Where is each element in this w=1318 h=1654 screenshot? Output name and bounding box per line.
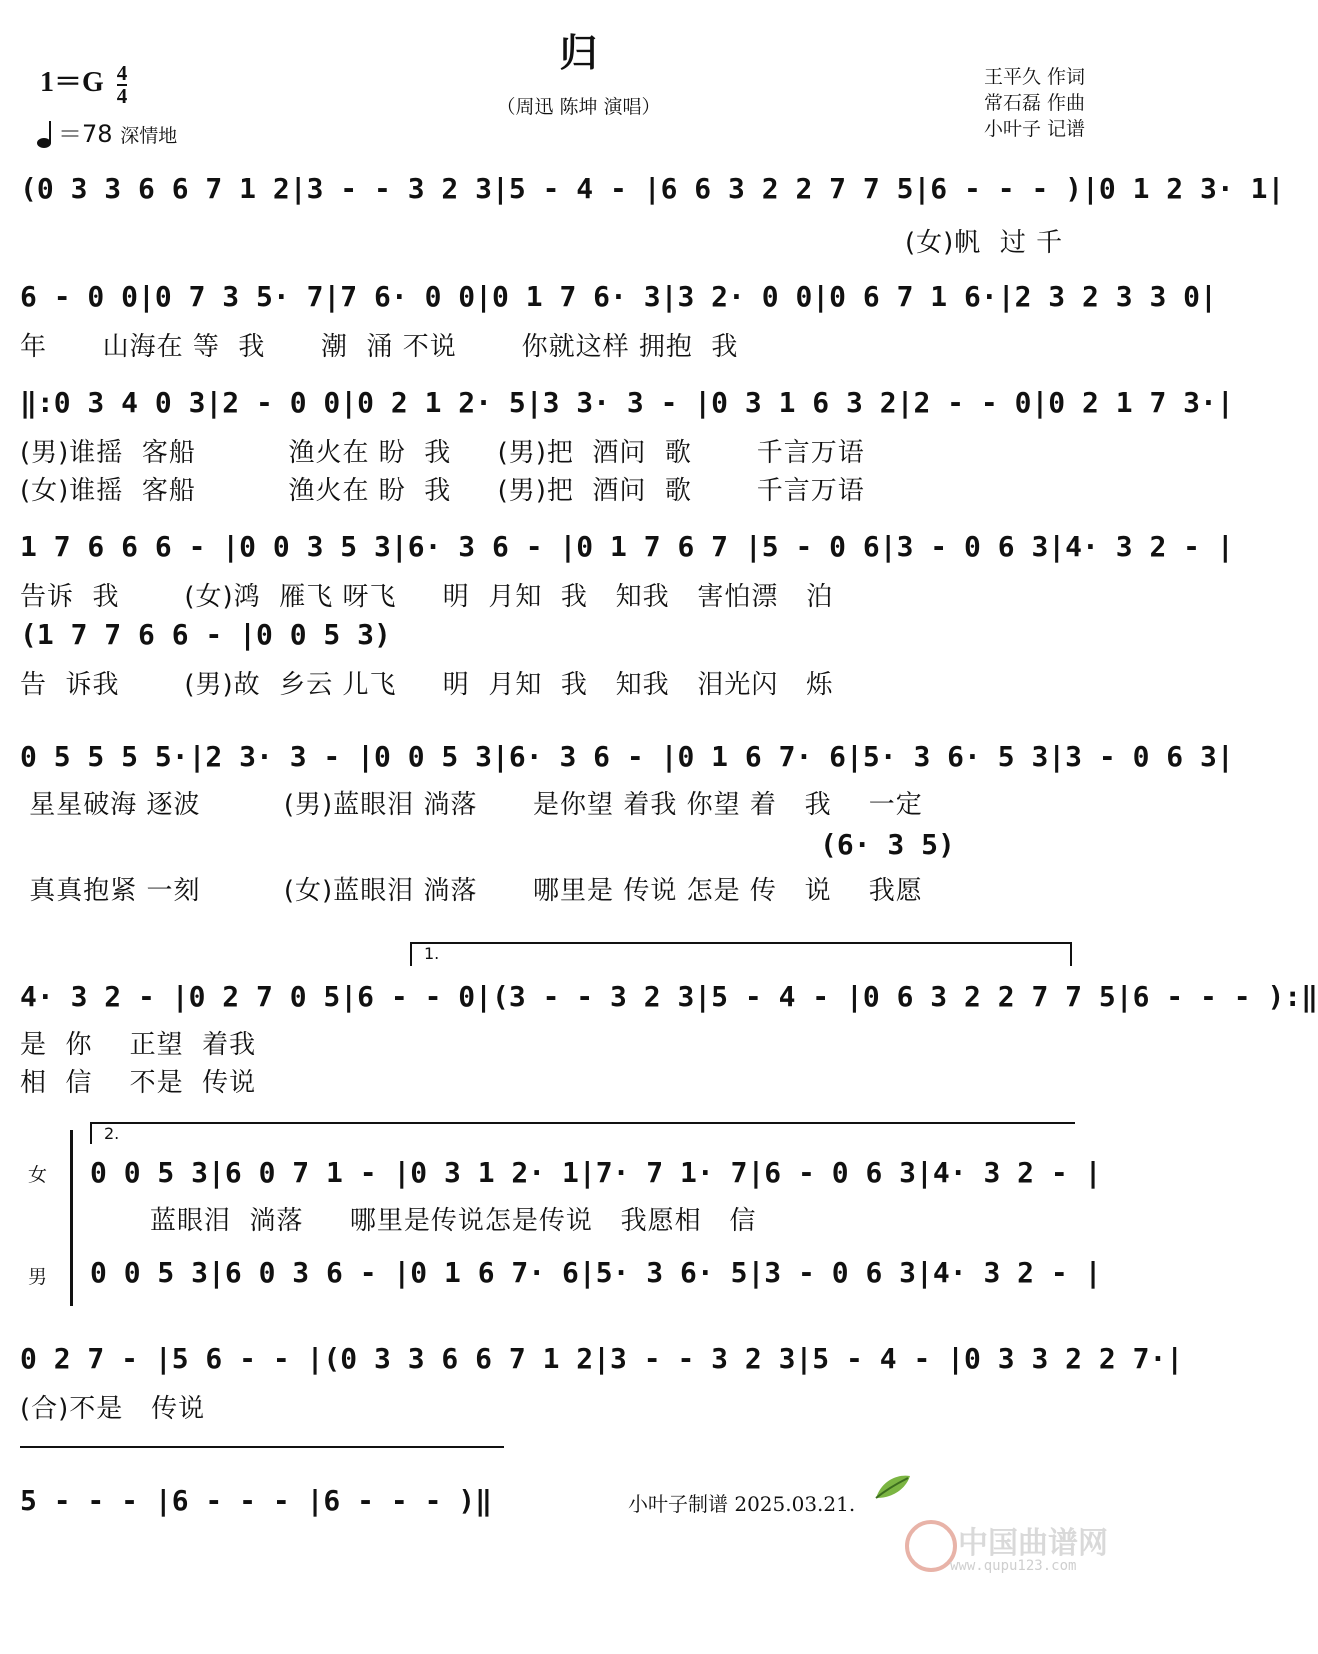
score-line-4: 1 7 6 6 6 - |0 0 3 5 3|6· 3 6 - |0 1 7 6 7 |5 - 0 6|3 - 0 6 3|4· 3 2 - | (20, 530, 1234, 563)
lyric-line-4: 告诉 我 (女)鸿 雁飞 呀飞 明 月知 我 知我 害怕漂 泊 (20, 582, 834, 612)
score-line-5: 0 5 5 5 5·|2 3· 3 - |0 0 5 3|6· 3 6 - |0 1 6 7· 6|5· 3 6· 5 3|3 - 0 6 3| (20, 740, 1234, 773)
score-line-6: 4· 3 2 - |0 2 7 0 5|6 - - 0|(3 - - 3 2 3|5 - 4 - |0 6 3 2 2 7 7 5|6 - - - ):‖ (20, 980, 1318, 1013)
tempo-marking (36, 114, 177, 149)
lyric-line-5b: 真真抱紧 一刻 (女)蓝眼泪 淌落 哪里是 传说 怎是 传 说 我愿 (20, 876, 923, 906)
time-signature (116, 60, 128, 108)
leaf-icon (872, 1472, 912, 1506)
score-line-5b: (6· 3 5) (820, 828, 955, 861)
score-line-7-female: 0 0 5 3|6 0 7 1 - |0 3 1 2· 1|7· 7 1· 7|6 - 0 6 3|4· 3 2 - | (90, 1156, 1102, 1189)
lyric-line-5: 星星破海 逐波 (男)蓝眼泪 淌落 是你望 着我 你望 着 我 一定 (20, 790, 923, 820)
time-bottom: 4 (116, 83, 128, 108)
lyric-line-1: (女)帆 过 千 (905, 228, 1064, 258)
watermark-url: www.qupu123.com (950, 1558, 1077, 1574)
lyric-line-7: 蓝眼泪 淌落 哪里是传说怎是传说 我愿相 信 (150, 1206, 757, 1236)
score-line-4b: (1 7 7 6 6 - |0 0 5 3) (20, 618, 391, 651)
lyric-line-4b: 告 诉我 (男)故 乡云 儿飞 明 月知 我 知我 泪光闪 烁 (20, 670, 834, 700)
score-line-3: ‖:0 3 4 0 3|2 - 0 0|0 2 1 2· 5|3 3· 3 - |0 3 1 6 3 2|2 - - 0|0 2 1 7 3·| (20, 386, 1234, 419)
volta-1-bracket (410, 942, 1072, 944)
lyric-line-6b: 相 信 不是 传说 (20, 1068, 257, 1098)
composer-credit: 常石磊 作曲 (983, 92, 1085, 114)
score-line-9: 5 - - - |6 - - - |6 - - - )‖ (20, 1484, 493, 1517)
quarter-note-icon (36, 119, 58, 149)
expression-mark: 深情地 (120, 125, 178, 147)
volta-1-end (1070, 942, 1072, 966)
final-line-rule (20, 1446, 504, 1448)
lyricist-credit: 王平久 作词 (983, 66, 1085, 88)
key-signature (40, 60, 127, 107)
lyric-line-3b: (女)谁摇 客船 渔火在 盼 我 (男)把 酒问 歌 千言万语 (20, 476, 865, 506)
lyric-line-6a: 是 你 正望 着我 (20, 1030, 257, 1060)
performer-subtitle: （周迅 陈坤 演唱） (496, 96, 661, 118)
transcriber-credit: 小叶子 记谱 (983, 118, 1085, 140)
key-label: 1＝G (40, 67, 104, 98)
lyric-line-8: (合)不是 传说 (20, 1394, 206, 1424)
score-line-7-male: 0 0 5 3|6 0 3 6 - |0 1 6 7· 6|5· 3 6· 5|3 - 0 6 3|4· 3 2 - | (90, 1256, 1102, 1289)
lyric-line-2: 年 山海在 等 我 潮 涌 不说 你就这样 拥抱 我 (20, 332, 739, 362)
score-line-1: (0 3 3 6 6 7 1 2|3 - - 3 2 3|5 - 4 - |6 6 3 2 2 7 7 5|6 - - - )|0 1 2 3· 1| (20, 172, 1285, 205)
volta-2-bracket (90, 1122, 1075, 1124)
score-line-8: 0 2 7 - |5 6 - - |(0 3 3 6 6 7 1 2|3 - - 3 2 3|5 - 4 - |0 3 3 2 2 7·| (20, 1342, 1184, 1375)
volta-1-start (410, 942, 412, 966)
volta-1-label: 1. (424, 944, 440, 963)
volta-2-label: 2. (104, 1124, 120, 1143)
female-voice-label: 女 (28, 1164, 48, 1186)
volta-2-start (90, 1122, 92, 1144)
lyric-line-3a: (男)谁摇 客船 渔火在 盼 我 (男)把 酒问 歌 千言万语 (20, 438, 865, 468)
transcriber-signature: 小叶子制谱 2025.03.21. (628, 1492, 856, 1516)
duet-brace (70, 1130, 73, 1306)
male-voice-label: 男 (28, 1266, 48, 1288)
tempo-value: ＝78 (58, 120, 113, 148)
score-line-2: 6 - 0 0|0 7 3 5· 7|7 6· 0 0|0 1 7 6· 3|3 2· 0 0|0 6 7 1 6·|2 3 2 3 3 0| (20, 280, 1217, 313)
watermark-text: 中国曲谱网 (958, 1526, 1108, 1561)
time-top: 4 (116, 60, 128, 85)
page-title: 归 (559, 31, 598, 75)
